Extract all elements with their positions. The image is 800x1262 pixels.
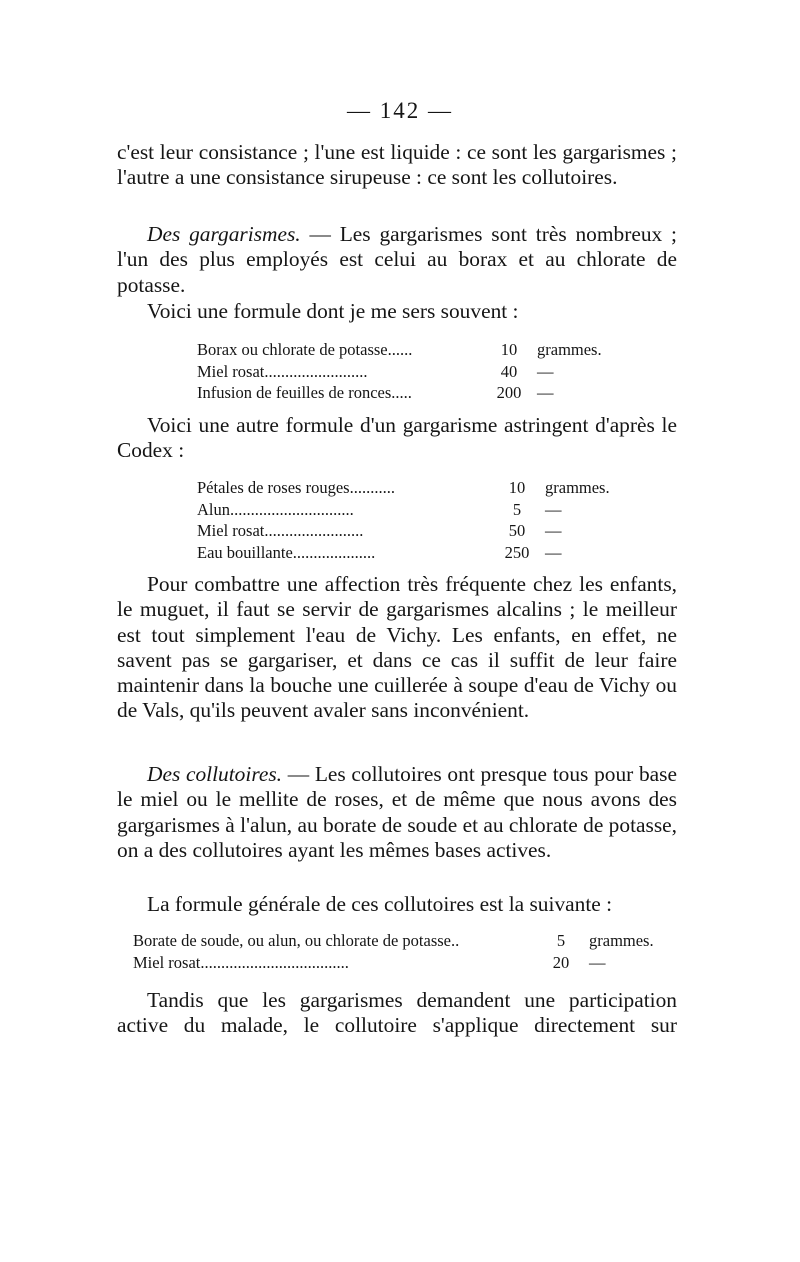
paragraph-text <box>117 222 677 298</box>
ingredient-unit: grammes. <box>537 340 602 359</box>
paragraph-collutoires <box>117 762 677 863</box>
ingredient-quantity: 5 <box>556 931 566 950</box>
ingredient-name: Alun.............................. <box>197 499 354 519</box>
ingredient-quantity: 50 <box>508 521 526 540</box>
ingredient-unit: — <box>537 383 554 402</box>
recipe-row <box>197 382 609 404</box>
paragraph-formule-generale <box>117 892 677 917</box>
ingredient-name: Borax ou chlorate de potasse...... <box>197 340 413 359</box>
ingredient-quantity: 10 <box>508 478 526 497</box>
page-number: — 142 — <box>347 98 453 123</box>
ingredient-name: Borate de soude, ou alun, ou chlorate de potasse.. <box>133 931 460 950</box>
ingredient-unit: — <box>545 521 562 540</box>
paragraph-text: La formule générale de ces collutoires est la suivante : <box>147 892 613 916</box>
ingredient-quantity: 5 <box>512 499 522 519</box>
ingredient-name: Miel rosat......................... <box>197 361 368 381</box>
paragraph-tandis <box>117 988 677 1039</box>
paragraph-text: c'est leur consistance ; l'une est liquide : ce sont les gargarismes ; l'autre a une consistance sirupeuse : ce sont les collutoires. <box>117 140 677 190</box>
recipe-row <box>197 499 617 521</box>
recipe-row <box>197 361 609 383</box>
ingredient-quantity: 40 <box>500 361 518 381</box>
recipe-table-2 <box>197 477 617 563</box>
ingredient-unit: — <box>545 542 562 562</box>
recipe-row <box>197 542 617 564</box>
paragraph-text: Tandis que les gargarismes demandent une participation active du malade, le collutoire s'applique directement sur <box>117 988 677 1038</box>
ingredient-name: Eau bouillante.................... <box>197 542 376 562</box>
ingredient-unit: — <box>545 499 562 519</box>
paragraph-body: — Les collutoires ont presque tous pour base le miel ou le mellite de roses, et de même que nous avons des gargarismes à l'alun, au borate de soude et au chlorate de potasse, on a des collutoires ayant les mêmes bases actives. <box>117 762 677 862</box>
recipe-row <box>133 952 661 974</box>
recipe-row <box>197 339 609 361</box>
ingredient-name: Pétales de roses rouges........... <box>197 478 395 497</box>
ingredient-name: Miel rosat........................ <box>197 521 364 540</box>
ingredient-unit: grammes. <box>545 478 610 497</box>
paragraph-body: — Les gargarismes sont très nombreux ; l'un des plus employés est celui au borax et au chlorate de potasse. <box>117 222 678 297</box>
paragraph-formule-intro <box>117 299 677 324</box>
ingredient-unit: grammes. <box>589 931 654 950</box>
paragraph-text: Voici une formule dont je me sers souvent : <box>147 299 519 323</box>
recipe-table-1 <box>197 339 609 404</box>
paragraph-text: Pour combattre une affection très fréquente chez les enfants, le muguet, il faut se servir de gargarismes alcalins ; le meilleur est tout simplement l'eau de Vichy. Les enfants, en effet, ne savent pas se gargariser, et dans ce cas il suffit de leur faire maintenir dans la bouche une cuillerée à soupe d'eau de Vichy ou de Vals, qu'ils peuvent avaler sans inconvénient. <box>117 572 677 723</box>
ingredient-unit: — <box>589 952 606 972</box>
ingredient-name: Infusion de feuilles de ronces..... <box>197 383 412 402</box>
section-heading: Des collutoires. <box>147 762 283 786</box>
recipe-row <box>133 930 661 952</box>
ingredient-name: Miel rosat.................................... <box>133 952 349 972</box>
ingredient-quantity: 10 <box>500 340 518 359</box>
ingredient-quantity: 250 <box>504 542 530 562</box>
paragraph-gargarismes <box>117 222 677 298</box>
paragraph-text: Voici une autre formule d'un gargarisme astringent d'après le Codex : <box>117 413 677 463</box>
paragraph-text <box>117 762 677 863</box>
ingredient-quantity: 200 <box>496 383 522 402</box>
paragraph-codex-intro <box>117 413 677 464</box>
section-heading: Des gargarismes. <box>147 222 301 246</box>
recipe-table-3 <box>133 930 661 973</box>
ingredient-unit: — <box>537 361 554 381</box>
recipe-row <box>197 520 617 542</box>
paragraph-muguet <box>117 572 677 724</box>
recipe-row <box>197 477 617 499</box>
ingredient-quantity: 20 <box>552 952 570 972</box>
paragraph-consistance <box>117 140 677 191</box>
